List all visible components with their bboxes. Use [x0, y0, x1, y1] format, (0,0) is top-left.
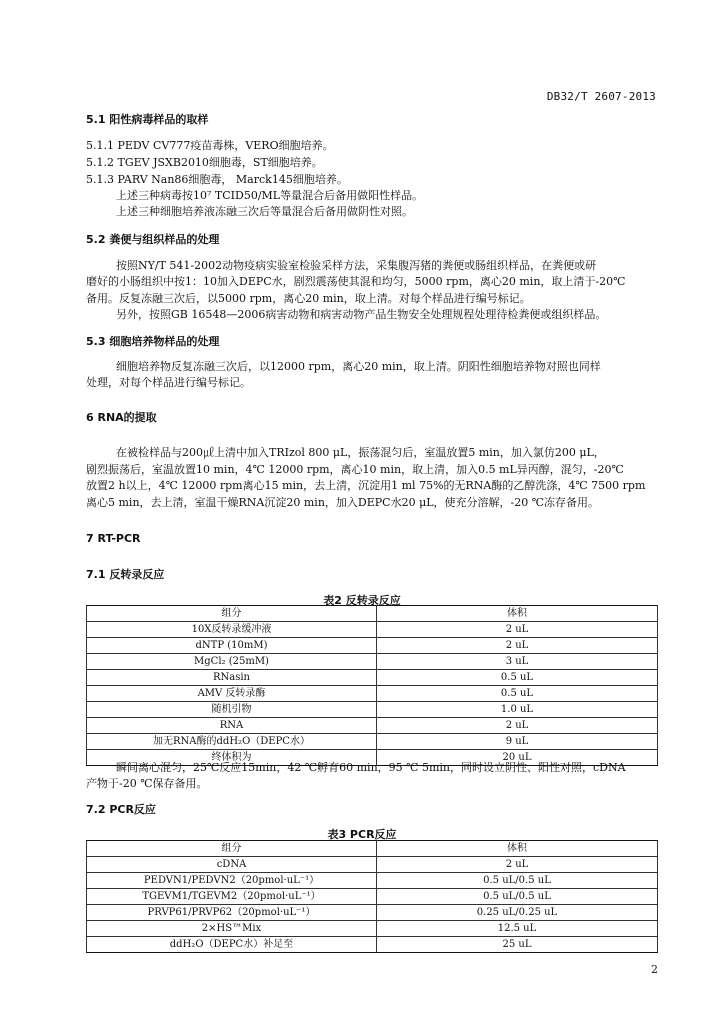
cell-volume: 2 uL: [377, 857, 658, 873]
cell-volume: 0.5 uL: [377, 686, 658, 702]
header-component: 组分: [87, 841, 377, 857]
section-6-heading: 6 RNA的提取: [86, 411, 157, 424]
paragraph-line: 剧烈振荡后，室温放置10 min，4℃ 12000 rpm，离心10 min，取上清，加入0.5 mL异丙醇，混匀，-20℃: [86, 463, 624, 476]
section-7-heading: 7 RT-PCR: [86, 532, 141, 545]
table-row: [87, 873, 658, 889]
table-row: [87, 937, 658, 953]
table-row: [87, 702, 658, 718]
cell-volume: 25 uL: [377, 937, 658, 953]
table-row: [87, 638, 658, 654]
cell-volume: 1.0 uL: [377, 702, 658, 718]
paragraph-line: 处理，对每个样品进行编号标记。: [86, 376, 251, 389]
section-7-1-heading: 7.1 反转录反应: [86, 568, 165, 581]
cell-volume: 0.5 uL/0.5 uL: [377, 873, 658, 889]
cell-component: RNasin: [87, 670, 377, 686]
header-volume: 体积: [377, 606, 658, 622]
page-number: 2: [651, 963, 658, 976]
cell-volume: 0.5 uL/0.5 uL: [377, 889, 658, 905]
cell-volume: 2 uL: [377, 718, 658, 734]
section-7-2-heading: 7.2 PCR反应: [86, 803, 156, 816]
paragraph-line: 另外，按照GB 16548—2006病害动物和病害动物产品生物安全处理规程处理待检粪便或组织样品。: [116, 308, 607, 321]
cell-component: RNA: [87, 718, 377, 734]
table-row: [87, 686, 658, 702]
paragraph-line: 备用。反复冻融三次后，以5000 rpm，离心20 min，取上清。对每个样品进行编号标记。: [86, 292, 531, 305]
paragraph-line: 按照NY/T 541-2002动物疫病实验室检验采样方法，采集腹泻猪的粪便或肠组织样品，在粪便或研: [116, 259, 597, 272]
table-row: [87, 622, 658, 638]
cell-volume: 9 uL: [377, 734, 658, 750]
header-volume: 体积: [377, 841, 658, 857]
cell-volume: 2 uL: [377, 638, 658, 654]
cell-component: 加无RNA酶的ddH₂O（DEPC水）: [87, 734, 377, 750]
paragraph-negative-control: 上述三种细胞培养液冻融三次后等量混合后备用做阴性对照。: [116, 205, 413, 218]
cell-component: 10X反转录缓冲液: [87, 622, 377, 638]
paragraph-line: 产物于-20 ℃保存备用。: [86, 777, 208, 790]
cell-volume: 0.5 uL: [377, 670, 658, 686]
table-row: [87, 654, 658, 670]
header-component: 组分: [87, 606, 377, 622]
cell-component: 随机引物: [87, 702, 377, 718]
section-5-2-heading: 5.2 粪便与组织样品的处理: [86, 233, 220, 246]
table-row: [87, 734, 658, 750]
table-row: [87, 921, 658, 937]
cell-volume: 12.5 uL: [377, 921, 658, 937]
cell-component: TGEVM1/TGEVM2（20pmol·uL⁻¹）: [87, 889, 377, 905]
cell-component: PRVP61/PRVP62（20pmol·uL⁻¹）: [87, 905, 377, 921]
cell-volume: 3 uL: [377, 654, 658, 670]
item-5-1-2: 5.1.2 TGEV JSXB2010细胞毒，ST细胞培养。: [86, 156, 323, 169]
table-row: [87, 670, 658, 686]
cell-component: ddH₂O（DEPC水）补足至: [87, 937, 377, 953]
paragraph-line: 瞬间离心混匀，25℃反应15min，42 ℃孵育60 min，95 ℃ 5min，同时设立阴性、阳性对照，cDNA: [116, 761, 626, 774]
table-2-reverse-transcription: [86, 605, 658, 766]
cell-volume: 0.25 uL/0.25 uL: [377, 905, 658, 921]
table-header-row: [87, 606, 658, 622]
cell-component: PEDVN1/PEDVN2（20pmol·uL⁻¹）: [87, 873, 377, 889]
section-5-1-heading: 5.1 阳性病毒样品的取样: [86, 113, 209, 126]
item-5-1-3: 5.1.3 PARV Nan86细胞毒， Marck145细胞培养。: [86, 173, 348, 186]
section-5-3-heading: 5.3 细胞培养物样品的处理: [86, 335, 220, 348]
standard-number: DB32/T 2607-2013: [546, 90, 656, 103]
item-5-1-1: 5.1.1 PEDV CV777疫苗毒株，VERO细胞培养。: [86, 139, 334, 152]
cell-component: AMV 反转录酶: [87, 686, 377, 702]
table-row: [87, 905, 658, 921]
cell-component: 2×HS™Mix: [87, 921, 377, 937]
table-3-pcr-reaction: [86, 840, 658, 953]
table-row: [87, 857, 658, 873]
table-header-row: [87, 841, 658, 857]
paragraph-line: 细胞培养物反复冻融三次后，以12000 rpm，离心20 min，取上清。阴阳性细胞培养物对照也同样: [116, 360, 601, 373]
paragraph-line: 在被检样品与200㎕上清中加入TRIzol 800 μL，振荡混匀后，室温放置5 min，加入氯仿200 μL，: [116, 446, 605, 459]
paragraph-positive-sample: 上述三种病毒按10⁷ TCID50/ML等量混合后备用做阳性样品。: [116, 189, 424, 202]
cell-component: MgCl₂ (25mM): [87, 654, 377, 670]
cell-volume: 20 uL: [377, 750, 658, 766]
table-2-caption: 表2 反转录反应: [323, 594, 401, 607]
cell-component: 终体积为: [87, 750, 377, 766]
paragraph-line: 离心5 min，去上清，室温干燥RNA沉淀20 min，加入DEPC水20 μL，使充分溶解，-20 ℃冻存备用。: [86, 496, 600, 509]
table-3-caption: 表3 PCR反应: [327, 828, 397, 841]
cell-component: dNTP (10mM): [87, 638, 377, 654]
paragraph-line: 放置2 h以上，4℃ 12000 rpm离心15 min，去上清，沉淀用1 ml 75%的无RNA酶的乙醇洗涤，4℃ 7500 rpm: [86, 479, 646, 492]
table-row: [87, 889, 658, 905]
cell-component: cDNA: [87, 857, 377, 873]
paragraph-line: 磨好的小肠组织中按1：10加入DEPC水，剧烈震荡使其混和均匀，5000 rpm，离心20 min，取上清于-20℃: [86, 275, 626, 288]
cell-volume: 2 uL: [377, 622, 658, 638]
table-row: [87, 718, 658, 734]
